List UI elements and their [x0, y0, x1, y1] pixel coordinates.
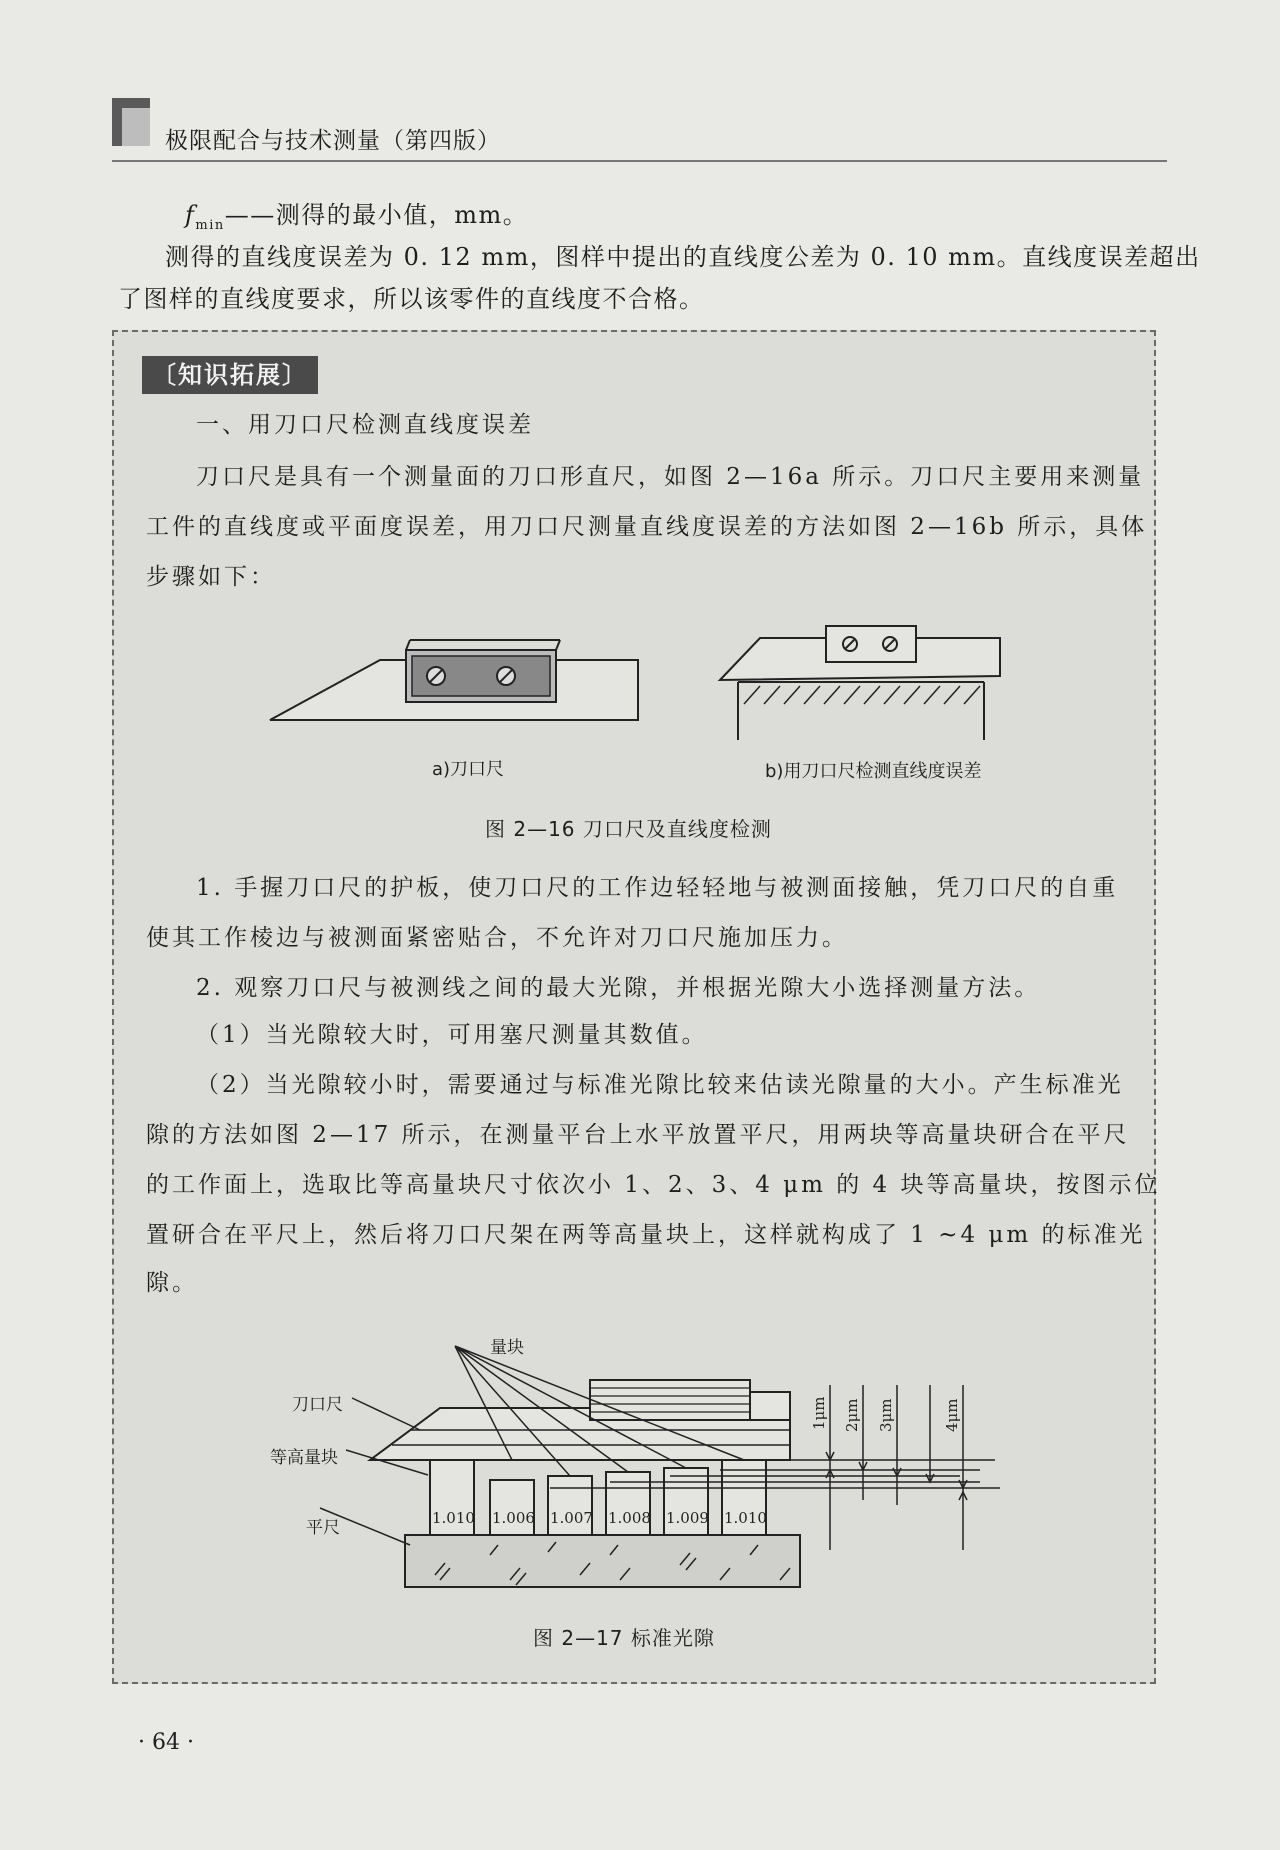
gauge-blocks [430, 1460, 767, 1535]
para1-line3: 步骤如下： [146, 564, 276, 590]
sub-step-2-line4: 置研合在平尺上，然后将刀口尺架在两等高量块上，这样就构成了 1 ~4 μm 的标准光 [146, 1222, 1146, 1248]
label-equal-height-blocks: 等高量块 [270, 1448, 338, 1468]
fmin-symbol: f [185, 201, 196, 229]
step1-line1: 1. 手握刀口尺的护板，使刀口尺的工作边轻轻地与被测面接触，凭刀口尺的自重 [196, 875, 1119, 901]
gap-label-1: 1μm [810, 1396, 828, 1430]
block-label-6: 1.010 [724, 1509, 767, 1527]
fmin-text: ——测得的最小值，mm。 [224, 201, 529, 229]
fmin-subscript: min [195, 217, 225, 233]
sub-step-1: （1）当光隙较大时，可用塞尺测量其数值。 [196, 1022, 708, 1048]
knife-ruler [370, 1380, 790, 1460]
knife-ruler-on-surface-drawing [720, 626, 1000, 740]
block-label-2: 1.006 [492, 1509, 535, 1527]
block-label-5: 1.009 [666, 1509, 709, 1527]
sub-step-2-line3: 的工作面上，选取比等高量块尺寸依次小 1、2、3、4 μm 的 4 块等高量块，按图示位 [146, 1172, 1161, 1198]
figure-2-16 [260, 620, 1020, 760]
section-heading: 一、用刀口尺检测直线度误差 [196, 412, 534, 438]
block-label-1: 1.010 [432, 1509, 475, 1527]
result-line-1: 测得的直线度误差为 0. 12 mm，图样中提出的直线度公差为 0. 10 mm。直线度误差超出 [165, 243, 1201, 271]
label-knife-ruler: 刀口尺 [292, 1395, 343, 1415]
para1-line1: 刀口尺是具有一个测量面的刀口形直尺，如图 2—16a 所示。刀口尺主要用来测量 [196, 464, 1145, 490]
page-number: · 64 · [138, 1730, 194, 1755]
label-flat-ruler: 平尺 [306, 1518, 340, 1538]
figure-2-17 [280, 1330, 1020, 1630]
gap-label-3: 3μm [877, 1398, 895, 1432]
running-header-title: 极限配合与技术测量（第四版） [165, 128, 501, 154]
header-rule [112, 160, 1167, 162]
fig16-title: 图 2—16 刀口尺及直线度检测 [485, 817, 772, 841]
sub-step-2-line5: 隙。 [146, 1270, 198, 1296]
fig17-title: 图 2—17 标准光隙 [533, 1626, 715, 1650]
label-gauge-blocks: 量块 [490, 1338, 524, 1358]
fig16-caption-a: a)刀口尺 [432, 759, 505, 780]
gap-label-4: 4μm [943, 1398, 961, 1432]
block-label-3: 1.007 [550, 1509, 593, 1527]
knowledge-extension-tag: 〔知识拓展〕 [142, 356, 318, 394]
fig16-caption-b: b)用刀口尺检测直线度误差 [765, 761, 982, 782]
result-line-2: 了图样的直线度要求，所以该零件的直线度不合格。 [118, 285, 705, 313]
sub-step-2-line1: （2）当光隙较小时，需要通过与标准光隙比较来估读光隙量的大小。产生标准光 [196, 1072, 1124, 1098]
header-mark [112, 98, 150, 146]
para1-line2: 工件的直线度或平面度误差，用刀口尺测量直线度误差的方法如图 2—16b 所示，具体 [146, 514, 1148, 540]
gap-label-2: 2μm [843, 1398, 861, 1432]
sub-step-2-line2: 隙的方法如图 2—17 所示，在测量平台上水平放置平尺，用两块等高量块研合在平尺 [146, 1122, 1130, 1148]
flat-ruler [405, 1535, 800, 1587]
step2: 2. 观察刀口尺与被测线之间的最大光隙，并根据光隙大小选择测量方法。 [196, 975, 1041, 1001]
knife-ruler-drawing [270, 640, 638, 720]
block-label-4: 1.008 [608, 1509, 651, 1527]
step1-line2: 使其工作棱边与被测面紧密贴合，不允许对刀口尺施加压力。 [146, 925, 848, 951]
